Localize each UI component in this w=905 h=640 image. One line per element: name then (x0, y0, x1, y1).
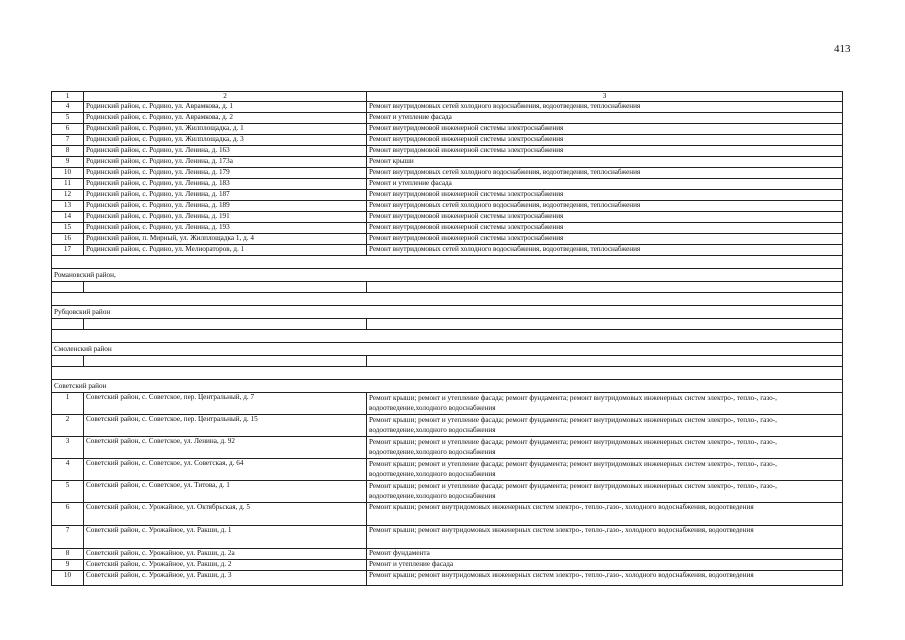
row-address: Советский район, с. Урожайное, ул. Ракши, д. 3 (84, 571, 367, 586)
row-address: Родинский район, с. Родино, ул. Ленина, д. 189 (84, 201, 367, 212)
row-work: Ремонт крыши; ремонт и утепление фасада; ремонт фундамента; ремонт внутридомовых инженерных систем электро-, тепло-, газо-, водоотведение,холодного водоснабжения (367, 459, 843, 481)
row-work: Ремонт фундамента (367, 549, 843, 560)
row-address: Советский район, с. Урожайное, ул. Октябрьская, д. 5 (84, 503, 367, 526)
row-address: Родинский район, с. Родино, ул. Ленина, д. 187 (84, 190, 367, 201)
table-row (52, 437, 843, 459)
table-row (52, 415, 843, 437)
row-number: 7 (52, 526, 84, 549)
section-row-rubtsovsky (52, 306, 843, 319)
row-address: Родинский район, с. Родино, ул. Ленина, д. 163 (84, 146, 367, 157)
row-address: Родинский район, с. Родино, ул. Ленина, д. 173а (84, 157, 367, 168)
row-address: Родинский район, с. Родино, ул. Жилплощадка, д. 3 (84, 135, 367, 146)
table-header-row (52, 92, 843, 102)
page-number: 413 (834, 43, 851, 55)
row-address: Родинский район, с. Родино, ул. Ленина, д. 191 (84, 212, 367, 223)
table-row (52, 146, 843, 157)
row-work: Ремонт внутридомовых сетей холодного водоснабжения, водоотведения, теплоснабжения (367, 168, 843, 179)
row-work: Ремонт внутридомовой инженерной системы электроснабжения (367, 135, 843, 146)
table-row (52, 124, 843, 135)
row-number: 3 (52, 437, 84, 459)
section-title: Смоленский район (52, 343, 843, 356)
table-row (52, 234, 843, 245)
row-number: 8 (52, 146, 84, 157)
row-work: Ремонт внутридомовой инженерной системы электроснабжения (367, 212, 843, 223)
row-work: Ремонт внутридомовой инженерной системы электроснабжения (367, 234, 843, 245)
row-address: Родинский район, п. Мирный, ул. Жилплощадка 1, д. 4 (84, 234, 367, 245)
section-row-smolensky (52, 343, 843, 356)
row-address: Родинский район, с. Родино, ул. Ленина, д. 179 (84, 168, 367, 179)
row-address: Советский район, с. Советское, ул. Титова, д. 1 (84, 481, 367, 503)
row-work: Ремонт внутридомовых сетей холодного водоснабжения, водоотведения, теплоснабжения (367, 245, 843, 256)
row-number: 9 (52, 560, 84, 571)
table-row (52, 135, 843, 146)
section-row-romanovsky (52, 269, 843, 282)
spacer-row (52, 367, 843, 380)
row-number: 14 (52, 212, 84, 223)
table-row (52, 190, 843, 201)
row-number: 10 (52, 168, 84, 179)
row-work: Ремонт крыши; ремонт и утепление фасада; ремонт фундамента; ремонт внутридомовых инженерных систем электро-, тепло-, газо-, водоотведение,холодного водоснабжения (367, 481, 843, 503)
table-row (52, 223, 843, 234)
row-work: Ремонт внутридомовых сетей холодного водоснабжения, водоотведения, теплоснабжения (367, 201, 843, 212)
section-title: Советский район (52, 380, 843, 393)
row-address: Родинский район, с. Родино, ул. Аврамкова, д. 2 (84, 113, 367, 124)
row-number: 5 (52, 481, 84, 503)
row-number: 13 (52, 201, 84, 212)
table-row (52, 201, 843, 212)
row-work: Ремонт внутридомовой инженерной системы электроснабжения (367, 146, 843, 157)
row-number: 15 (52, 223, 84, 234)
section-row-sovetsky (52, 380, 843, 393)
row-number: 10 (52, 571, 84, 586)
row-address: Родинский район, с. Родино, ул. Ленина, д. 183 (84, 179, 367, 190)
spacer-row (52, 256, 843, 269)
table-row (52, 179, 843, 190)
row-work: Ремонт крыши; ремонт внутридомовых инженерных систем электро-, тепло-,газо-, холодного водоснабжения, водоотведения (367, 571, 843, 586)
row-number: 17 (52, 245, 84, 256)
row-work: Ремонт внутридомовой инженерной системы электроснабжения (367, 124, 843, 135)
table-row (52, 459, 843, 481)
header-cell: 1 (52, 92, 84, 102)
table-row (52, 481, 843, 503)
spacer-row (52, 293, 843, 306)
row-work: Ремонт внутридомовой инженерной системы электроснабжения (367, 223, 843, 234)
row-work: Ремонт и утепление фасада (367, 113, 843, 124)
row-address: Советский район, с. Советское, ул. Ленина, д. 92 (84, 437, 367, 459)
table-row (52, 393, 843, 415)
section-title: Романовский район, (52, 269, 843, 282)
table-row (52, 503, 843, 526)
spacer-row (52, 330, 843, 343)
row-number: 7 (52, 135, 84, 146)
table-row (52, 245, 843, 256)
row-work: Ремонт крыши; ремонт и утепление фасада; ремонт фундамента; ремонт внутридомовых инженерных систем электро-, тепло-, газо-, водоотведение,холодного водоснабжения (367, 437, 843, 459)
table-row (52, 571, 843, 586)
row-address: Родинский район, с. Родино, ул. Аврамкова, д. 1 (84, 102, 367, 113)
row-number: 12 (52, 190, 84, 201)
row-address: Советский район, с. Советское, ул. Советская, д. 64 (84, 459, 367, 481)
row-work: Ремонт и утепление фасада (367, 560, 843, 571)
table-row (52, 113, 843, 124)
row-number: 1 (52, 393, 84, 415)
row-address: Советский район, с. Советское, пер. Центральный, д. 15 (84, 415, 367, 437)
row-number: 16 (52, 234, 84, 245)
table-row (52, 560, 843, 571)
row-work: Ремонт крыши; ремонт и утепление фасада; ремонт фундамента; ремонт внутридомовых инженерных систем электро-, тепло-, газо-, водоотведение,холодного водоснабжения (367, 415, 843, 437)
row-work: Ремонт внутридомовых сетей холодного водоснабжения, водоотведения, теплоснабжения (367, 102, 843, 113)
row-work: Ремонт крыши; ремонт внутридомовых инженерных систем электро-, тепло-,газо-, холодного водоснабжения, водоотведения (367, 526, 843, 549)
table-row (52, 212, 843, 223)
row-number: 4 (52, 102, 84, 113)
table-row (52, 157, 843, 168)
table-row (52, 549, 843, 560)
empty-row (52, 319, 843, 330)
header-cell: 3 (367, 92, 843, 102)
row-number: 2 (52, 415, 84, 437)
empty-row (52, 356, 843, 367)
row-address: Советский район, с. Урожайное, ул. Ракши, д. 1 (84, 526, 367, 549)
row-work: Ремонт крыши (367, 157, 843, 168)
row-work: Ремонт крыши; ремонт и утепление фасада; ремонт фундамента; ремонт внутридомовых инженерных систем электро-, тепло-, газо-, водоотведение,холодного водоснабжения (367, 393, 843, 415)
section-title: Рубцовский район (52, 306, 843, 319)
row-work: Ремонт внутридомовой инженерной системы электроснабжения (367, 190, 843, 201)
table-row (52, 102, 843, 113)
row-number: 9 (52, 157, 84, 168)
row-address: Советский район, с. Урожайное, ул. Ракши, д. 2а (84, 549, 367, 560)
row-address: Родинский район, с. Родино, ул. Жилплощадка, д. 1 (84, 124, 367, 135)
repair-table (51, 91, 843, 586)
row-address: Советский район, с. Урожайное, ул. Ракши, д. 2 (84, 560, 367, 571)
row-address: Родинский район, с. Родино, ул. Ленина, д. 193 (84, 223, 367, 234)
row-number: 6 (52, 124, 84, 135)
table-row (52, 168, 843, 179)
row-number: 6 (52, 503, 84, 526)
table-row (52, 526, 843, 549)
row-work: Ремонт и утепление фасада (367, 179, 843, 190)
row-address: Родинский район, с. Родино, ул. Мелиораторов, д. 1 (84, 245, 367, 256)
row-number: 8 (52, 549, 84, 560)
empty-row (52, 282, 843, 293)
row-work: Ремонт крыши; ремонт внутридомовых инженерных систем электро-, тепло-,газо-, холодного водоснабжения, водоотведения (367, 503, 843, 526)
row-address: Советский район, с. Советское, пер. Центральный, д. 7 (84, 393, 367, 415)
header-cell: 2 (84, 92, 367, 102)
row-number: 5 (52, 113, 84, 124)
row-number: 4 (52, 459, 84, 481)
row-number: 11 (52, 179, 84, 190)
